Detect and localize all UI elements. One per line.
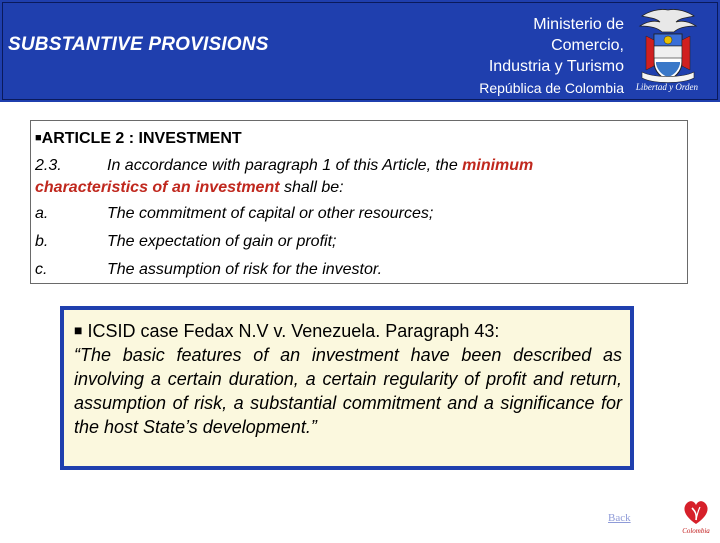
quote-box [60,306,634,470]
article-heading-text: ARTICLE 2 : INVESTMENT [41,130,242,147]
ministry-name [489,14,624,77]
ministry-line: Ministerio de [533,16,624,33]
square-bullet-icon: ■ [74,322,83,338]
intro-tail: shall be: [279,179,344,196]
intro-highlight: minimum [462,157,534,174]
intro-number: 2.3. [35,157,62,174]
intro-text: In accordance with paragraph 1 of this Article, the [107,157,463,174]
ministry-line: Comercio, [551,37,624,54]
article-box [30,120,688,284]
colombia-logo [678,494,714,538]
intro-highlight-cont: characteristics of an investment [35,179,280,196]
republic-label: República de Colombia [479,80,624,96]
header-banner [0,0,720,102]
quote-title-text: ICSID case Fedax N.V v. Venezuela. Paragraph 43: [87,321,500,341]
back-link[interactable]: Back [608,512,631,524]
article-intro-cont [35,176,687,200]
list-item-text: The assumption of risk for the investor. [107,261,383,278]
list-item [35,200,687,228]
ministry-line: Industria y Turismo [488,58,624,75]
square-bullet-icon: ■ [35,132,42,144]
colombia-heart-icon [678,494,714,538]
quote-title [74,318,622,343]
quote-panel [64,310,630,466]
list-item-text: The commitment of capital or other resources; [107,205,434,222]
logo-text: Colombia [682,527,710,535]
list-item [35,256,687,284]
list-item-label: c. [35,261,48,278]
motto-label: Libertad y Orden [635,82,698,92]
list-item-label: a. [35,205,49,222]
list-item-text: The expectation of gain or profit; [107,233,337,250]
quote-text: “The basic features of an investment have been described as involving a certain duration, a certain regularity of profit and return, assumption of risk, a substantial commitment and a significance for the host State’s development.” [74,345,622,437]
article-heading [35,125,687,152]
slide-title: SUBSTANTIVE PROVISIONS [8,34,269,55]
list-item-label: b. [35,233,49,250]
list-item [35,228,687,256]
